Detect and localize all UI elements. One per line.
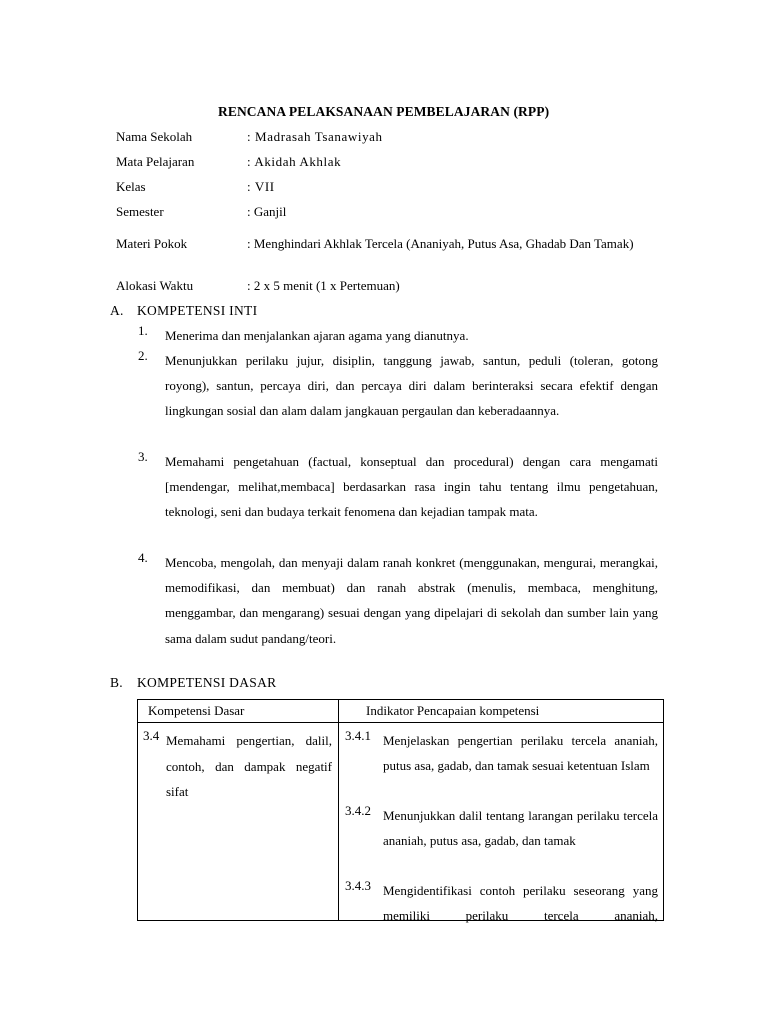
table-header-indikator: Indikator Pencapaian kompetensi — [366, 703, 540, 718]
ki-item-text: Menunjukkan perilaku jujur, disiplin, tanggung jawab, santun, peduli (toleran, gotong royong), santun, percaya diri, dan percaya diri dalam berinteraksi secara efektif dengan lingkungan sosial dan alam dalam jangkauan pergaulan dan keberadaannya. — [165, 353, 658, 419]
table-column-divider — [338, 699, 339, 921]
kd-text: Memahami pengertian, dalil, contoh, dan dampak negatif sifat — [166, 733, 332, 799]
label-semester: Semester — [116, 204, 164, 219]
label-kelas: Kelas — [116, 179, 146, 194]
value-semester: : Ganjil — [247, 204, 287, 219]
indicator-text: Mengidentifikasi contoh perilaku seseorang yang memiliki perilaku tercela ananiah, — [383, 883, 658, 924]
ki-item-text: Memahami pengetahuan (factual, konseptual dan procedural) dengan cara mengamati [mendengar, melihat,membaca] berdasarkan rasa ingin tahu tentang ilmu pengetahuan, teknologi, seni dan budaya terkait fenomena dan kejadian tampak mata. — [165, 454, 658, 520]
section-b-heading: KOMPETENSI DASAR — [137, 675, 277, 690]
table-header-divider — [137, 722, 664, 723]
kd-number: 3.4 — [143, 728, 160, 743]
value-alokasi-waktu: : 2 x 5 menit (1 x Pertemuan) — [247, 278, 400, 293]
section-b-letter: B. — [110, 675, 123, 690]
ki-item-text: Mencoba, mengolah, dan menyaji dalam ranah konkret (menggunakan, mengurai, merangkai, memodifikasi, dan membuat) dan ranah abstrak (menulis, membaca, menghitung, menggambar, dan mengarang) sesuai dengan yang dipelajari di sekolah dan sumber lain yang sama dalam sudut pandang/teori. — [165, 555, 658, 646]
section-a-letter: A. — [110, 303, 124, 318]
ki-item-number: 2. — [138, 348, 148, 363]
value-kelas: : VII — [247, 179, 275, 194]
indicator-text: Menjelaskan pengertian perilaku tercela ananiah, putus asa, gadab, dan tamak sesuai ketentuan Islam — [383, 733, 658, 774]
indicator-number: 3.4.1 — [345, 728, 371, 743]
value-materi-pokok: : Menghindari Akhlak Tercela (Ananiyah, Putus Asa, Ghadab Dan Tamak) — [247, 236, 634, 251]
ki-item-number: 1. — [138, 323, 148, 338]
page-title: RENCANA PELAKSANAAN PEMBELAJARAN (RPP) — [218, 104, 550, 119]
indicator-number: 3.4.2 — [345, 803, 371, 818]
ki-item-number: 3. — [138, 449, 148, 464]
indicator-number: 3.4.3 — [345, 878, 371, 893]
label-nama-sekolah: Nama Sekolah — [116, 129, 193, 144]
label-mata-pelajaran: Mata Pelajaran — [116, 154, 195, 169]
label-materi-pokok: Materi Pokok — [116, 236, 188, 251]
value-mata-pelajaran: : Akidah Akhlak — [247, 154, 342, 169]
indicator-text: Menunjukkan dalil tentang larangan perilaku tercela ananiah, putus asa, gadab, dan tamak — [383, 808, 658, 849]
section-a-heading: KOMPETENSI INTI — [137, 303, 258, 318]
ki-item-text: Menerima dan menjalankan ajaran agama yang dianutnya. — [165, 328, 469, 343]
value-nama-sekolah: : Madrasah Tsanawiyah — [247, 129, 383, 144]
label-alokasi-waktu: Alokasi Waktu — [116, 278, 194, 293]
ki-item-number: 4. — [138, 550, 148, 565]
table-header-kompetensi-dasar: Kompetensi Dasar — [148, 703, 245, 718]
